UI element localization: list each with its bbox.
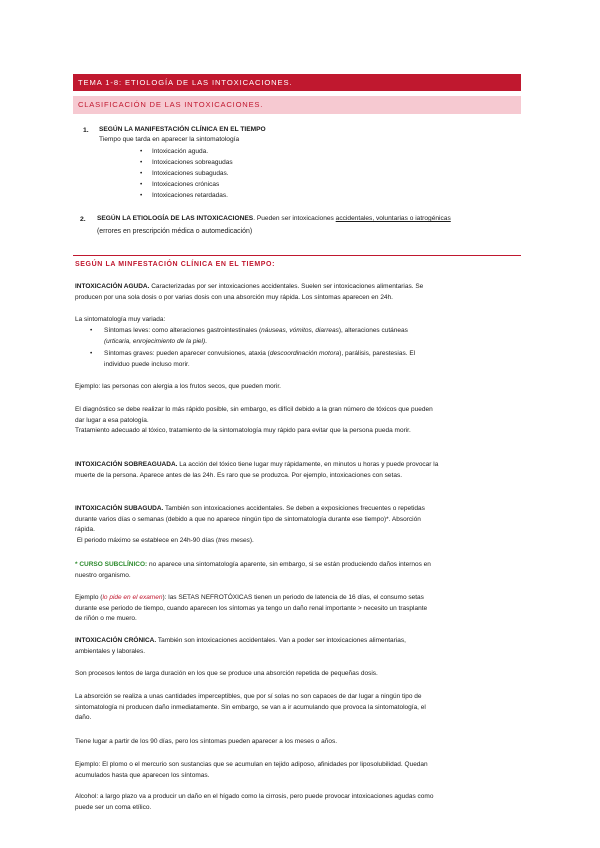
outline-desc-1: Tiempo que tarda en aparecer la sintomatología [99,136,240,143]
outline-line-2b: (errores en prescripción médica o automedicación) [97,228,253,235]
paragraph-procesos: Son procesos lentos de larga duración en los que se produce una absorción repetida de pequeñas dosis. [75,670,378,677]
bullet-item: • Intoxicaciones sobreagudas [140,159,233,166]
document-subtitle: CLASIFICACIÓN DE LAS INTOXICACIONES. [73,96,521,114]
section-title: SEGÚN LA MINFESTACIÓN CLÍNICA EN EL TIEMPO: [75,261,276,268]
bullet-item: • Intoxicaciones subagudas. [140,170,229,177]
document-title: TEMA 1-8: ETIOLOGÍA DE LAS INTOXICACIONES. [73,74,521,91]
paragraph-diagnostico: El diagnóstico se debe realizar lo más rápido posible, sin embargo, es difícil debido a la gran número de tóxicos que pueden dar lugar a esa patología. Tratamiento adecuado al tóxico, tratamiento de la sintomatología muy rápido para evitar que la persona pueda morir. [75,406,433,435]
paragraph-tiene-lugar: Tiene lugar a partir de los 90 días, pero los síntomas pueden aparecer a los meses o años. [75,738,338,745]
paragraph-sobreaguda: INTOXICACIÓN SOBREAGUADA. La acción del tóxico tiene lugar muy rápidamente, en minutos u horas y puede provocar la muerte de la persona. Aparece antes de las 24h. Es raro que se produzca. Por ejemplo, intoxicaciones con setas. [75,461,439,479]
bullet-item: • Intoxicación aguda. [140,148,209,155]
paragraph-alcohol: Alcohol: a largo plazo va a producir un daño en el hígado como la cirrosis, pero puede provocar intoxicaciones agudas como puede ser un coma etílico. [75,793,434,811]
outline-num-1: 1. [83,127,89,134]
sinto-intro: La sintomatología muy variada: [75,316,166,323]
outline-title-1: SEGÚN LA MANIFESTACIÓN CLÍNICA EN EL TIEMPO [99,126,266,133]
section-divider [73,255,521,256]
paragraph-aguda: INTOXICACIÓN AGUDA. Caracterizadas por ser intoxicaciones accidentales. Suelen ser intoxicaciones alimentarias. Se producen por una sola dosis o por varias dosis con una absorción muy rápida. Los síntomas aparecen en 24h. [75,283,424,301]
paragraph-ejemplo-setas: Ejemplo (lo pide en el examen): las SETAS NEFROTÓXICAS tienen un periodo de latencia de 16 días, el consumo setas durante ese periodo de tiempo, cuando aparecen los síntomas ya tengo un daño renal importante > necesito un trasplante de riñón o me muero. [75,594,428,623]
outline-num-2: 2. [80,216,86,223]
bullet-item: • Intoxicaciones retardadas. [140,192,228,199]
paragraph-subaguda: INTOXICACIÓN SUBAGUDA. También son intoxicaciones accidentales. Se deben a exposiciones frecuentes o repetidas durante varios días o semanas (debido a que no aparece ningún tipo de sintomatología durante ese tiempo)*. Absorción rápida. El periodo máximo se establece en 24h-90 días (tres meses). [75,505,425,544]
paragraph-absorcion: La absorción se realiza a unas cantidades imperceptibles, que por sí solas no son capaces de dar lugar a ningún tipo de sintomatología ni producen daño inmediatamente. Sin embargo, se van a ir acumulando que provoca la sintomatología, el daño. [75,693,426,722]
paragraph-cronica: INTOXICACIÓN CRÓNICA. También son intoxicaciones accidentales. Van a poder ser intoxicaciones alimentarias, ambientales y laborales. [75,637,406,655]
paragraph-curso-subclinico: * CURSO SUBCLÍNICO: no aparece una sintomatología aparente, sin embargo, si se están produciendo daños internos en nuestro organismo. [75,561,431,579]
paragraph-ejemplo-plomo: Ejemplo: El plomo o el mercurio son sustancias que se acumulan en tejido adiposo, afinidades por liposolubilidad. Quedan acumulados hasta que aparecen los síntomas. [75,761,428,779]
bullet-item: • Intoxicaciones crónicas [140,181,220,188]
bullet-leves: • Síntomas leves: como alteraciones gastrointestinales (náuseas, vómitos, diarreas), alteraciones cutáneas (urticaria, enrojecimiento de la piel). [90,327,408,345]
ejemplo-alergia: Ejemplo: las personas con alergia a los frutos secos, que pueden morir. [75,383,281,390]
outline-line-2: SEGÚN LA ETIOLOGÍA DE LAS INTOXICACIONES. Pueden ser intoxicaciones accidentales, voluntarias o iatrogénicas [97,215,451,222]
bullet-graves: • Síntomas graves: pueden aparecer convulsiones, ataxia (descoordinación motora), parálisis, parestesias. El individuo puede incluso morir. [90,350,416,368]
